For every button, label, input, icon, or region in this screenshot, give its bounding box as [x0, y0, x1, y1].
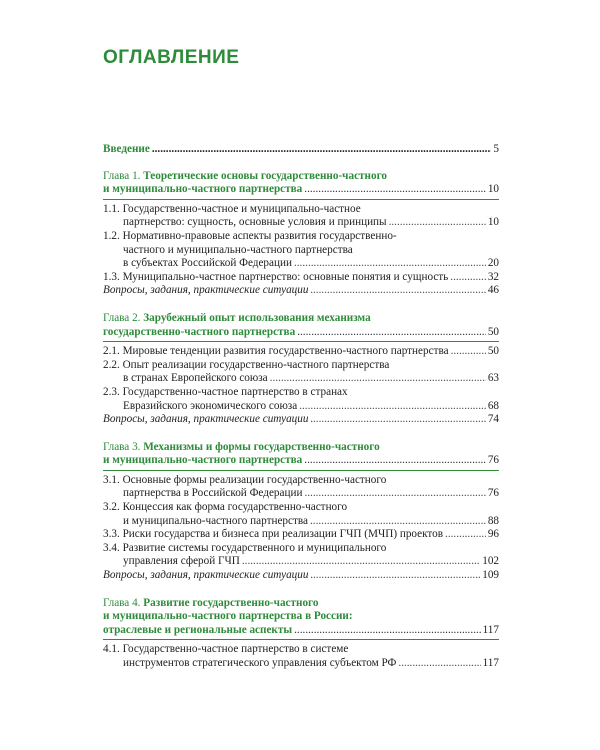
toc-entry-label: и муниципально-частного партнерства — [123, 514, 308, 527]
toc-entry-label: Вопросы, задания, практические ситуации — [103, 569, 309, 582]
chapter-number: Глава 2. — [103, 311, 141, 324]
dot-leader — [270, 372, 486, 386]
toc-entry-label: Вопросы, задания, практические ситуации — [103, 284, 309, 297]
dot-leader — [450, 271, 486, 285]
dot-leader — [297, 326, 486, 340]
toc-page-number: 68 — [487, 399, 499, 412]
table-of-contents — [103, 143, 499, 671]
dot-leader — [310, 515, 486, 529]
toc-entry-label: 1.3. Муниципально-частное партнерство: основные понятия и сущность — [103, 270, 449, 283]
toc-page-number: 74 — [487, 413, 499, 426]
toc-entry-label: управления сферой ГЧП — [123, 555, 240, 568]
toc-chapter — [103, 441, 499, 583]
chapter-heading-line — [103, 170, 499, 184]
section-title-line: 3.1. Основные формы реализации государственно-частного — [103, 473, 387, 486]
dot-leader — [304, 454, 486, 468]
toc-entry-label: и муниципально-частного партнерства — [103, 183, 303, 196]
toc-section[interactable] — [103, 359, 499, 386]
toc-entry-section[interactable] — [103, 271, 499, 285]
chapter-title: Зарубежный опыт использования механизма — [143, 311, 371, 324]
dot-leader — [294, 624, 481, 638]
toc-entry-section[interactable] — [103, 657, 499, 671]
toc-section[interactable] — [103, 542, 499, 569]
toc-entry-chapter[interactable] — [103, 624, 499, 638]
toc-page-number: 109 — [482, 569, 499, 582]
toc-page-number: 32 — [487, 270, 499, 283]
toc-entry-label: инструментов стратегического управления субъектом РФ — [123, 657, 397, 669]
toc-entry-section[interactable] — [103, 487, 499, 501]
toc-page-number: 10 — [487, 183, 499, 196]
toc-page-number: 117 — [482, 657, 499, 669]
chapter-heading-line — [103, 441, 499, 455]
toc-chapter — [103, 597, 499, 671]
toc-entry-questions[interactable] — [103, 569, 499, 583]
toc-page-number: 96 — [487, 528, 499, 541]
toc-section[interactable] — [103, 501, 499, 528]
chapter-rule — [103, 199, 499, 200]
toc-page-number: 10 — [487, 216, 499, 229]
toc-entry-label: в субъектах Российской Федерации — [123, 257, 292, 270]
toc-section[interactable] — [103, 345, 499, 359]
chapter-rule — [103, 639, 499, 640]
section-title-line: 2.2. Опыт реализации государственно-частного партнерства — [103, 358, 390, 371]
toc-entry-label: отраслевые и региональные аспекты — [103, 623, 293, 636]
dot-leader — [310, 413, 485, 427]
section-title-line: 3.4. Развитие системы государственного и муниципального — [103, 541, 387, 554]
toc-entry-section[interactable] — [103, 528, 499, 542]
toc-entry-label: и муниципально-частного партнерства — [103, 454, 303, 467]
chapter-number: Глава 3. — [103, 440, 141, 453]
toc-chapter — [103, 170, 499, 298]
dot-leader — [304, 183, 486, 197]
chapter-title: и муниципально-частного партнерства в России: — [103, 610, 353, 623]
section-title-line: 1.2. Нормативно-правовые аспекты развития государственно- — [103, 229, 397, 242]
toc-entry-section[interactable] — [103, 345, 499, 359]
toc-page-number: 63 — [487, 372, 499, 385]
toc-entry-section[interactable] — [103, 372, 499, 386]
dot-leader — [310, 569, 480, 583]
chapter-rule — [103, 341, 499, 342]
section-title-line: частного и муниципально-частного партнерства — [123, 243, 353, 256]
page-title: ОГЛАВЛЕНИЕ — [103, 47, 240, 68]
dot-leader — [451, 345, 486, 359]
chapter-heading-line — [103, 312, 499, 326]
toc-page-number: 5 — [493, 143, 499, 155]
section-title-line: 4.1. Государственно-частное партнерство в системе — [103, 643, 349, 656]
dot-leader — [398, 657, 480, 671]
toc-entry-label: в странах Европейского союза — [123, 372, 268, 385]
toc-entry-intro[interactable] — [103, 143, 499, 157]
toc-entry-chapter[interactable] — [103, 454, 499, 468]
toc-page-number: 50 — [487, 325, 499, 338]
chapter-heading-line — [103, 610, 499, 624]
dot-leader — [152, 143, 492, 157]
toc-page-number: 46 — [487, 284, 499, 297]
toc-entry-section[interactable] — [103, 257, 499, 271]
toc-section[interactable] — [103, 386, 499, 413]
toc-entry-label: государственно-частного партнерства — [103, 325, 296, 338]
chapter-number: Глава 4. — [103, 596, 141, 609]
chapter-heading-line — [103, 597, 499, 611]
toc-entry-section[interactable] — [103, 555, 499, 569]
dot-leader — [299, 400, 486, 414]
toc-entry-questions[interactable] — [103, 413, 499, 427]
toc-page-number: 76 — [487, 487, 499, 500]
toc-section[interactable] — [103, 271, 499, 285]
toc-entry-label: 3.3. Риски государства и бизнеса при реализации ГЧП (МЧП) проектов — [103, 528, 444, 541]
toc-page-number: 117 — [482, 623, 499, 636]
toc-section[interactable] — [103, 230, 499, 271]
toc-entry-label: Евразийского экономического союза — [123, 399, 298, 412]
section-title-line: 1.1. Государственно-частное и муниципально-частное — [103, 202, 361, 215]
toc-chapter — [103, 312, 499, 427]
toc-page-number: 50 — [487, 345, 499, 358]
toc-section[interactable] — [103, 474, 499, 501]
dot-leader — [445, 528, 486, 542]
toc-entry-chapter[interactable] — [103, 183, 499, 197]
section-title-line: 3.2. Концессия как форма государственно-частного — [103, 501, 348, 514]
toc-entry-section[interactable] — [103, 400, 499, 414]
chapter-title: Развитие государственно-частного — [143, 596, 319, 609]
toc-entry-section[interactable] — [103, 216, 499, 230]
toc-page-number: 76 — [487, 454, 499, 467]
chapter-number: Глава 1. — [103, 169, 141, 182]
toc-entry-label: Введение — [103, 143, 150, 155]
dot-leader — [304, 487, 485, 501]
dot-leader — [242, 555, 480, 569]
chapter-rule — [103, 470, 499, 471]
toc-page-number: 88 — [487, 514, 499, 527]
toc-entry-label: Вопросы, задания, практические ситуации — [103, 413, 309, 426]
toc-entry-section[interactable] — [103, 515, 499, 529]
toc-entry-chapter[interactable] — [103, 326, 499, 340]
dot-leader — [310, 284, 485, 298]
chapter-title: Механизмы и формы государственно-частного — [143, 440, 380, 453]
toc-page-number: 20 — [487, 257, 499, 270]
toc-section[interactable] — [103, 643, 499, 670]
toc-entry-label: партнерство: сущность, основные условия и принципы — [123, 216, 387, 229]
toc-entry-label: 2.1. Мировые тенденции развития государственно-частного партнерства — [103, 345, 449, 358]
toc-section[interactable] — [103, 203, 499, 230]
dot-leader — [294, 257, 486, 271]
section-title-line: 2.3. Государственно-частное партнерство в странах — [103, 385, 348, 398]
toc-section[interactable] — [103, 528, 499, 542]
dot-leader — [389, 216, 486, 230]
chapter-title: Теоретические основы государственно-частного — [143, 169, 387, 182]
toc-entry-questions[interactable] — [103, 284, 499, 298]
toc-entry-label: партнерства в Российской Федерации — [123, 487, 303, 500]
toc-page-number: 102 — [482, 555, 499, 568]
